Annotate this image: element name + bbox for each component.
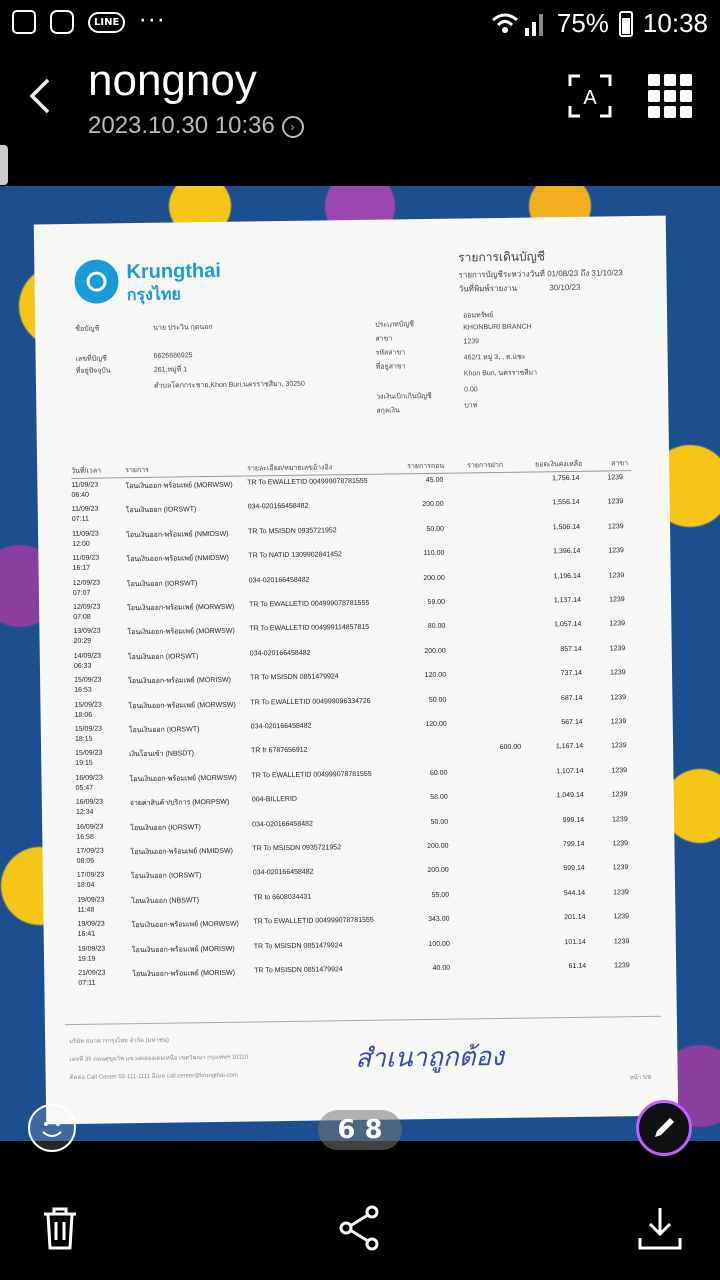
txn-date: 15/09/23 [74,676,102,685]
txn-reference: 034-020166458482 [249,649,311,658]
col-ref: รายละเอียด/หมายเลขอ้างอิง [247,464,333,473]
txn-branch: 1239 [612,815,628,824]
txn-deposit: 600.00 [499,744,522,752]
txn-deposit [479,915,523,916]
txn-withdrawal: 58.00 [430,793,448,802]
account-no-label: เลขที่บัญชี [75,355,107,363]
txn-balance: 799.14 [562,840,585,849]
txn-date: 19/09/23 [77,945,106,953]
txn-time: 05:47 [75,784,94,792]
txn-time: 19:19 [77,955,96,963]
txn-description: โอนเงินออก-พร้อมเพย์ (MORWSW) [129,774,237,783]
txn-date: 15/09/23 [75,749,103,758]
txn-description: โอนเงินออก-พร้อมเพย์ (NMIDSW) [126,530,229,539]
txn-reference: 034-020166458482 [247,503,309,511]
txn-withdrawal: 343.00 [428,915,450,924]
txn-balance: 599.14 [563,865,585,873]
krungthai-logo-icon [74,259,119,304]
txn-balance: 1,506.14 [552,523,581,532]
col-branch: สาขา [611,460,629,468]
txn-balance: 1,137.14 [553,596,582,605]
address-line-1: 261,หมู่ที่ 1 [153,366,188,374]
txn-date: 11/09/23 [71,505,99,514]
txn-withdrawal: 110.00 [423,549,445,558]
txn-balance: 101.14 [564,938,586,946]
txn-balance: 1,049.14 [556,792,584,800]
txn-balance: 567.14 [561,718,583,727]
txn-reference: 034-020166458482 [252,869,314,877]
txn-balance: 1,167.14 [555,743,584,751]
txn-deposit [476,695,520,696]
txn-deposit [476,671,520,672]
txn-description: โอนเงินออก (IORSWT) [125,506,197,515]
txn-description: โอนเงินออก (NBSWT) [131,897,200,905]
sticker-emoji-icon[interactable] [28,1104,76,1152]
branch-code: 1239 [463,338,480,346]
account-type: ออมทรัพย์ [463,312,494,320]
txn-description: โอนเงินออก-พร้อมเพย์ (NMIDSW) [126,554,229,564]
address-line-2: ตำบลโคกกระชาย,Khon Buri,นครราชสีมา, 30250 [153,380,305,390]
branch-address-2: Khon Buri, นครราชสีมา [463,369,538,378]
share-icon[interactable] [336,1204,384,1252]
txn-branch: 1239 [610,718,627,726]
txn-branch: 1239 [611,742,627,750]
txn-time: 18:06 [74,711,93,719]
txn-time: 06:33 [73,662,92,670]
txn-branch: 1239 [609,620,626,628]
album-title: nongnoy [88,56,257,105]
branch-address-label: ที่อยู่สาขา [375,363,406,371]
overdraft: 0.00 [464,386,478,394]
txn-branch: 1239 [611,767,628,775]
txn-branch: 1239 [611,791,628,799]
handwritten-signature: สำเนาถูกต้อง [355,1041,505,1075]
txn-reference: TR To NATID 1309902841452 [248,551,342,560]
txn-deposit [477,768,521,769]
page-indicator: 6 8 [318,1110,402,1150]
pencil-icon [639,1103,689,1153]
txn-withdrawal: 120.00 [425,720,447,729]
smiley-icon [30,1106,74,1150]
txn-date: 19/09/23 [77,896,105,904]
system-status [491,8,708,39]
txn-reference: TR To MSISDN 0935721952 [248,527,337,536]
txn-description: โอนเงินออก-พร้อมเพย์ (MORISW) [128,676,231,686]
txn-deposit [478,842,522,843]
bank-name-th: กรุงไทย [126,286,181,305]
txn-date: 15/09/23 [74,725,103,733]
txn-description: โอนเงินออก (IORSWT) [127,652,199,661]
txn-deposit [480,964,524,965]
txn-balance: 857.14 [560,645,582,653]
txn-branch: 1239 [612,864,629,872]
viewer-header [0,52,720,152]
txn-withdrawal: 50.00 [426,525,445,533]
txn-balance: 1,756.14 [552,474,580,483]
col-date: วันที่/เวลา [71,467,102,475]
txn-description: เงินโอนเข้า (NBSDT) [129,750,195,759]
txn-description: โอนเงินออก-พร้อมเพย์ (MORISW) [131,945,235,954]
txn-balance: 1,556.14 [552,499,580,507]
status-bar [0,0,720,50]
photo-datetime-text: 2023.10.30 10:36 [88,112,275,139]
bank-name-en: Krungthai [126,259,222,284]
txn-deposit [476,647,520,648]
txn-date: 19/09/23 [77,920,105,929]
txn-deposit [477,720,521,721]
account-name-label: ชื่อบัญชี [75,325,100,333]
txn-time: 18:15 [74,735,93,743]
txn-date: 12/09/23 [72,579,101,587]
txn-reference: TR To EWALLETID 004999078781555 [251,770,372,780]
report-period: รายการบัญชีระหว่างวันที่ 01/08/23 ถึง 31/10/23 [458,268,623,280]
txn-branch: 1239 [608,596,625,604]
txn-date: 17/09/23 [76,847,104,855]
txn-deposit [473,476,517,477]
txn-description: โอนเงินออก (IORSWT) [130,872,202,881]
txn-deposit [478,817,522,818]
txn-deposit [474,549,518,550]
txn-withdrawal: 50.00 [428,696,447,704]
currency-label: สกุลเงิน [376,407,400,415]
txn-reference: 034-020166458482 [248,576,310,585]
more-notifications-icon: ··· [139,9,167,34]
txn-reference: 034-020166458482 [252,820,313,829]
txn-time: 19:15 [75,760,93,768]
battery-percent: 75% [556,8,609,38]
currency: บาท [464,402,478,410]
txn-reference: TR to 6608034431 [253,893,312,902]
txn-description: โอนเงินออก-พร้อมเพย์ (MORWSW) [127,603,235,613]
txn-time: 16:17 [72,564,91,573]
txn-branch: 1239 [614,962,630,970]
txn-reference: TR To EWALLETID 004999078781555 [249,599,370,609]
txn-reference: TR To EWALLETID 004999078781555 [247,477,368,487]
delete-icon[interactable] [36,1204,84,1252]
line-icon: LINE [88,12,125,33]
footer-company: บริษัท ธนาคารกรุงไทย จำกัด (มหาชน) [69,1037,170,1046]
txn-description: จ่ายค่าสินค้า/บริการ (MORPSW) [129,798,230,808]
account-no: 6626686925 [153,352,193,360]
txn-date: 13/09/23 [73,627,101,636]
gallery-icon [12,10,36,34]
txn-time: 08:05 [76,857,95,865]
txn-time: 07:11 [71,516,89,524]
instagram-icon [50,10,74,34]
txn-deposit [474,500,518,501]
txn-withdrawal: 60.00 [429,769,448,777]
txn-date: 17/09/23 [76,871,105,880]
txn-description: โอนเงินออก (IORSWT) [126,579,198,588]
txn-deposit [479,866,523,867]
txn-time: 07:11 [78,979,96,987]
photo-viewer[interactable] [0,186,720,1141]
txn-deposit [479,890,523,891]
col-deposit: รายการฝาก [467,461,504,470]
page-number: หน้า 5/8 [629,1074,652,1082]
txn-branch: 1239 [612,840,629,848]
txn-deposit [478,793,522,794]
txn-reference: TR To EWALLETID 004999114857815 [249,624,370,633]
text-recognition-icon[interactable] [566,72,614,120]
txn-time: 07:08 [73,613,91,621]
txn-time: 16:41 [77,930,96,939]
report-title: รายการเดินบัญชี [458,249,546,265]
branch-label: สาขา [375,335,393,343]
txn-balance: 1,396.14 [553,548,581,556]
txn-time: 06:40 [71,491,90,499]
txn-withdrawal: 200.00 [422,501,444,509]
print-date: วันที่พิมพ์รายงาน 30/10/23 [458,282,581,294]
footer-address: เลขที่ 35 ถนนสุขุมวิท แขวงคลองเตยเหนือ เขตวัฒนา กรุงเทพฯ 10110 [69,1054,249,1064]
txn-reference: TR To MSISDN 0851479924 [254,966,343,975]
txn-reference: 034-020166458482 [250,722,312,731]
txn-withdrawal: 200.00 [427,867,449,875]
svg-text:A: A [583,87,597,109]
txn-reference: TR To MSISDN 0935721952 [252,844,342,853]
bank-statement-document [34,216,679,1125]
txn-branch: 1239 [609,645,626,653]
txn-withdrawal: 200.00 [424,647,446,655]
txn-branch: 1239 [608,547,624,555]
txn-withdrawal: 80.00 [427,623,446,631]
overdraft-label: วงเงินเบิกเกินบัญชี [376,392,432,401]
txn-withdrawal: 55.00 [431,891,450,899]
txn-description: โอนเงินออก (IORSWT) [130,823,201,832]
txn-branch: 1239 [608,571,625,580]
download-icon[interactable] [636,1204,684,1252]
txn-branch: 1239 [613,889,629,897]
wifi-signal-icon [491,10,547,38]
txn-branch: 1239 [613,937,630,946]
footer-contact: ติดต่อ Call Center 02-111-1111 อีเมล call.center@krungthai.com [69,1072,238,1082]
chevron-right-icon: › [282,116,304,138]
txn-date: 16/09/23 [75,798,104,807]
col-balance: ยอดเงินคงเหลือ [535,460,583,469]
txn-reference: TR fr 6787656912 [251,747,308,755]
txn-description: โอนเงินออก-พร้อมเพย์ (MORWSW) [128,701,236,710]
edit-button[interactable] [636,1100,692,1156]
battery-icon [619,11,633,37]
txn-date: 16/09/23 [75,774,103,782]
txn-time: 18:04 [76,882,95,890]
address-label: ที่อยู่ปัจจุบัน [75,367,111,375]
txn-reference: TR To EWALLETID 004999096334726 [250,697,371,707]
txn-date: 16/09/23 [76,823,104,831]
txn-time: 07:07 [72,589,91,597]
account-type-label: ประเภทบัญชี [375,321,414,329]
txn-time: 12:00 [72,540,90,548]
txn-deposit [480,939,524,940]
back-icon[interactable] [22,76,62,116]
account-name: นาย ประวิน กุดนอก [153,323,213,332]
txn-time: 16:58 [76,833,94,841]
txn-withdrawal: 200.00 [427,842,449,851]
txn-withdrawal: 40.00 [432,964,451,972]
notification-icons [12,10,166,34]
txn-withdrawal: 59.00 [427,598,446,606]
txn-deposit [475,622,519,623]
txn-date: 15/09/23 [74,701,102,709]
txn-withdrawal: 120.00 [424,671,447,680]
txn-deposit [475,598,519,599]
txn-time: 12:34 [75,808,94,817]
photo-datetime[interactable] [88,112,304,140]
txn-time: 16:53 [74,686,92,695]
txn-reference: TR To EWALLETID 004999078781555 [253,916,374,926]
grid-view-icon[interactable] [648,74,692,118]
txn-withdrawal: 100.00 [428,940,450,948]
txn-balance: 999.14 [562,816,585,824]
txn-balance: 201.14 [564,914,586,922]
txn-branch: 1239 [607,474,623,482]
col-desc: รายการ [125,466,149,475]
txn-branch: 1239 [607,523,624,531]
txn-balance: 544.14 [563,889,586,897]
txn-time: 11:48 [77,906,95,914]
txn-branch: 1239 [610,693,627,702]
txn-date: 11/09/23 [72,530,99,538]
txn-deposit [475,573,519,574]
txn-balance: 1,107.14 [556,767,584,776]
txn-withdrawal: 45.00 [425,476,444,485]
txn-date: 12/09/23 [73,603,101,611]
txn-withdrawal: 50.00 [430,818,449,826]
txn-description: โอนเงินออก-พร้อมเพย์ (MORISW) [132,969,236,979]
txn-withdrawal: 200.00 [423,574,445,582]
col-withdrawal: รายการถอน [407,462,445,471]
txn-reference: TR To MSISDN 0851479924 [250,673,339,682]
txn-deposit [474,525,518,526]
footer-divider [65,1016,661,1025]
txn-time: 20:29 [73,638,92,646]
txn-date: 14/09/23 [73,652,102,660]
branch: KHONBURI BRANCH [463,323,532,332]
txn-date: 11/09/23 [72,554,100,563]
txn-branch: 1239 [613,913,630,921]
txn-balance: 737.14 [560,670,583,678]
txn-reference: 004-BILLERID [251,796,297,804]
txn-balance: 687.14 [560,694,583,702]
txn-balance: 61.14 [568,962,587,971]
txn-reference: TR To MSISDN 0851479924 [253,941,343,951]
txn-description: โอนเงินออก (IORSWT) [128,726,200,735]
txn-branch: 1239 [607,498,624,506]
clock: 10:38 [642,8,708,38]
txn-balance: 1,196.14 [553,572,581,580]
txn-description: โอนเงินออก-พร้อมเพย์ (MORWSW) [127,628,235,637]
txn-balance: 1,057.14 [554,621,582,629]
branch-code-label: รหัสสาขา [375,349,406,357]
txn-description: โอนเงินออก-พร้อมเพย์ (NMIDSW) [130,847,233,857]
txn-description: โอนเงินออก-พร้อมเพย์ (MORWSW) [131,920,239,930]
txn-date: 21/09/23 [78,969,106,977]
edge-panel-handle[interactable] [0,145,8,185]
txn-withdrawal [403,745,447,746]
bottom-action-bar [0,1180,720,1280]
txn-branch: 1239 [610,669,626,677]
txn-date: 11/09/23 [71,481,99,489]
txn-description: โอนเงินออก-พร้อมเพย์ (MORWSW) [125,481,233,491]
branch-address-1: 462/1 หมู่ 3, , ต.แชะ [463,353,526,362]
